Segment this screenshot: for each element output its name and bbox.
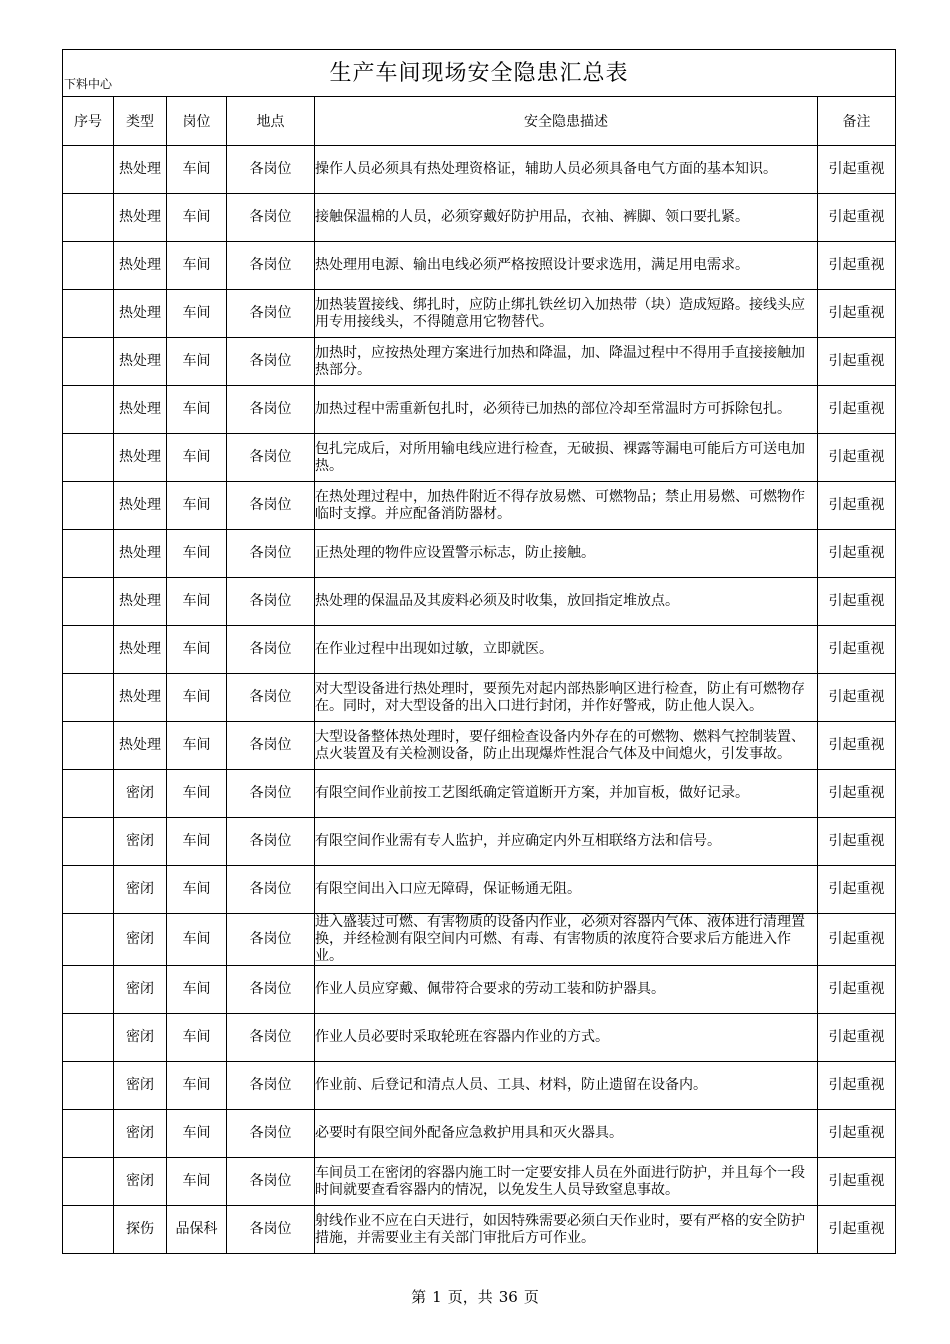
row-description-cell: 加热装置接线、绑扎时，应防止绑扎铁丝切入加热带（块）造成短路。接线头应用专用接线头，不得随意用它物替代。	[315, 290, 818, 338]
row-index-cell	[63, 1062, 114, 1110]
column-header-location: 地点	[227, 97, 315, 146]
table-row	[63, 966, 896, 1014]
row-post-cell: 车间	[167, 578, 227, 626]
row-type-cell: 密闭	[114, 1062, 167, 1110]
row-type-cell: 热处理	[114, 722, 167, 770]
row-index-cell	[63, 770, 114, 818]
row-type-cell: 热处理	[114, 578, 167, 626]
row-description-cell: 热处理的保温品及其废料必须及时收集，放回指定堆放点。	[315, 578, 818, 626]
row-location-cell: 各岗位	[227, 770, 315, 818]
row-post-cell: 车间	[167, 770, 227, 818]
row-index-cell	[63, 818, 114, 866]
table-row	[63, 242, 896, 290]
row-index-cell	[63, 1206, 114, 1254]
row-index-cell	[63, 194, 114, 242]
row-remark-cell: 引起重视	[818, 1158, 896, 1206]
row-remark-cell: 引起重视	[818, 866, 896, 914]
row-index-cell	[63, 1110, 114, 1158]
table-row	[63, 722, 896, 770]
row-remark-cell: 引起重视	[818, 914, 896, 966]
row-location-cell: 各岗位	[227, 194, 315, 242]
row-remark-cell: 引起重视	[818, 1062, 896, 1110]
title-cell	[63, 50, 896, 97]
row-description-cell: 包扎完成后，对所用输电线应进行检查，无破损、裸露等漏电可能后方可送电加热。	[315, 434, 818, 482]
row-location-cell: 各岗位	[227, 290, 315, 338]
footer-page-number: 1	[432, 1288, 442, 1306]
row-post-cell: 车间	[167, 242, 227, 290]
footer-total-pages: 36	[498, 1288, 518, 1306]
table-row	[63, 338, 896, 386]
table-row	[63, 818, 896, 866]
table-row	[63, 770, 896, 818]
row-type-cell: 热处理	[114, 290, 167, 338]
row-remark-cell: 引起重视	[818, 290, 896, 338]
row-description-cell: 有限空间出入口应无障碍，保证畅通无阻。	[315, 866, 818, 914]
row-type-cell: 密闭	[114, 914, 167, 966]
table-row	[63, 386, 896, 434]
row-description-cell: 加热过程中需重新包扎时，必须待已加热的部位冷却至常温时方可拆除包扎。	[315, 386, 818, 434]
row-remark-cell: 引起重视	[818, 674, 896, 722]
row-index-cell	[63, 242, 114, 290]
row-location-cell: 各岗位	[227, 914, 315, 966]
row-remark-cell: 引起重视	[818, 1206, 896, 1254]
row-location-cell: 各岗位	[227, 338, 315, 386]
row-description-cell: 加热时，应按热处理方案进行加热和降温，加、降温过程中不得用手直接接触加热部分。	[315, 338, 818, 386]
row-type-cell: 热处理	[114, 146, 167, 194]
row-location-cell: 各岗位	[227, 818, 315, 866]
row-description-cell: 作业前、后登记和清点人员、工具、材料，防止遗留在设备内。	[315, 1062, 818, 1110]
column-header-row	[63, 97, 896, 146]
row-index-cell	[63, 434, 114, 482]
row-index-cell	[63, 1014, 114, 1062]
table-row	[63, 626, 896, 674]
row-location-cell: 各岗位	[227, 1062, 315, 1110]
row-description-cell: 车间员工在密闭的容器内施工时一定要安排人员在外面进行防护，并且每个一段时间就要查看容器内的情况，以免发生人员导致窒息事故。	[315, 1158, 818, 1206]
table-row	[63, 578, 896, 626]
row-post-cell: 车间	[167, 722, 227, 770]
table-row	[63, 674, 896, 722]
row-location-cell: 各岗位	[227, 146, 315, 194]
table-row	[63, 1014, 896, 1062]
row-location-cell: 各岗位	[227, 966, 315, 1014]
table-row	[63, 866, 896, 914]
row-description-cell: 在热处理过程中，加热件附近不得存放易燃、可燃物品；禁止用易燃、可燃物作临时支撑。并应配备消防器材。	[315, 482, 818, 530]
row-index-cell	[63, 722, 114, 770]
row-type-cell: 密闭	[114, 770, 167, 818]
row-remark-cell: 引起重视	[818, 482, 896, 530]
row-location-cell: 各岗位	[227, 1158, 315, 1206]
row-description-cell: 操作人员必须具有热处理资格证，辅助人员必须具备电气方面的基本知识。	[315, 146, 818, 194]
row-description-cell: 正热处理的物件应设置警示标志，防止接触。	[315, 530, 818, 578]
row-description-cell: 对大型设备进行热处理时，要预先对起内部热影响区进行检查，防止有可燃物存在。同时，对大型设备的出入口进行封闭，并作好警戒，防止他人误入。	[315, 674, 818, 722]
row-post-cell: 车间	[167, 386, 227, 434]
row-type-cell: 热处理	[114, 674, 167, 722]
row-post-cell: 品保科	[167, 1206, 227, 1254]
row-description-cell: 大型设备整体热处理时，要仔细检查设备内外存在的可燃物、燃料气控制装置、点火装置及有关检测设备，防止出现爆炸性混合气体及中间熄火，引发事故。	[315, 722, 818, 770]
row-index-cell	[63, 530, 114, 578]
row-post-cell: 车间	[167, 1062, 227, 1110]
row-description-cell: 热处理用电源、输出电线必须严格按照设计要求选用，满足用电需求。	[315, 242, 818, 290]
row-remark-cell: 引起重视	[818, 770, 896, 818]
row-type-cell: 密闭	[114, 966, 167, 1014]
row-location-cell: 各岗位	[227, 1110, 315, 1158]
table-row	[63, 434, 896, 482]
row-post-cell: 车间	[167, 966, 227, 1014]
column-header-type: 类型	[114, 97, 167, 146]
row-index-cell	[63, 482, 114, 530]
column-header-post: 岗位	[167, 97, 227, 146]
column-header-description: 安全隐患描述	[315, 97, 818, 146]
page-title: 生产车间现场安全隐患汇总表	[329, 61, 629, 86]
row-location-cell: 各岗位	[227, 626, 315, 674]
row-type-cell: 热处理	[114, 482, 167, 530]
row-description-cell: 作业人员应穿戴、佩带符合要求的劳动工装和防护器具。	[315, 966, 818, 1014]
row-location-cell: 各岗位	[227, 578, 315, 626]
row-remark-cell: 引起重视	[818, 578, 896, 626]
row-remark-cell: 引起重视	[818, 434, 896, 482]
row-type-cell: 密闭	[114, 1158, 167, 1206]
row-type-cell: 密闭	[114, 1014, 167, 1062]
column-header-index: 序号	[63, 97, 114, 146]
row-post-cell: 车间	[167, 194, 227, 242]
row-remark-cell: 引起重视	[818, 338, 896, 386]
table-row	[63, 146, 896, 194]
row-post-cell: 车间	[167, 866, 227, 914]
row-index-cell	[63, 386, 114, 434]
row-type-cell: 热处理	[114, 626, 167, 674]
row-type-cell: 热处理	[114, 338, 167, 386]
row-type-cell: 热处理	[114, 242, 167, 290]
column-header-remark: 备注	[818, 97, 896, 146]
row-index-cell	[63, 578, 114, 626]
row-location-cell: 各岗位	[227, 386, 315, 434]
department-label: 下料中心	[64, 77, 113, 91]
row-description-cell: 有限空间作业需有专人监护，并应确定内外互相联络方法和信号。	[315, 818, 818, 866]
row-type-cell: 密闭	[114, 1110, 167, 1158]
row-post-cell: 车间	[167, 1014, 227, 1062]
row-post-cell: 车间	[167, 1158, 227, 1206]
table-row	[63, 530, 896, 578]
row-type-cell: 热处理	[114, 386, 167, 434]
row-remark-cell: 引起重视	[818, 386, 896, 434]
row-remark-cell: 引起重视	[818, 966, 896, 1014]
row-index-cell	[63, 866, 114, 914]
row-location-cell: 各岗位	[227, 530, 315, 578]
table-row	[63, 1158, 896, 1206]
table-row	[63, 482, 896, 530]
footer-prefix: 第	[411, 1288, 427, 1306]
row-post-cell: 车间	[167, 626, 227, 674]
row-remark-cell: 引起重视	[818, 146, 896, 194]
row-description-cell: 在作业过程中出现如过敏，立即就医。	[315, 626, 818, 674]
table-row	[63, 914, 896, 966]
row-location-cell: 各岗位	[227, 722, 315, 770]
row-post-cell: 车间	[167, 818, 227, 866]
row-description-cell: 必要时有限空间外配备应急救护用具和灭火器具。	[315, 1110, 818, 1158]
footer-suffix: 页	[523, 1288, 539, 1306]
row-remark-cell: 引起重视	[818, 1110, 896, 1158]
row-remark-cell: 引起重视	[818, 722, 896, 770]
row-type-cell: 热处理	[114, 434, 167, 482]
footer-mid: 页，共	[447, 1288, 493, 1306]
row-type-cell: 密闭	[114, 818, 167, 866]
row-location-cell: 各岗位	[227, 674, 315, 722]
row-remark-cell: 引起重视	[818, 194, 896, 242]
table-row	[63, 1062, 896, 1110]
row-type-cell: 热处理	[114, 194, 167, 242]
row-post-cell: 车间	[167, 530, 227, 578]
row-description-cell: 作业人员必要时采取轮班在容器内作业的方式。	[315, 1014, 818, 1062]
row-post-cell: 车间	[167, 914, 227, 966]
row-index-cell	[63, 966, 114, 1014]
row-remark-cell: 引起重视	[818, 530, 896, 578]
table-row	[63, 1206, 896, 1254]
hazard-summary-table	[62, 49, 896, 1254]
row-index-cell	[63, 338, 114, 386]
row-location-cell: 各岗位	[227, 242, 315, 290]
row-description-cell: 射线作业不应在白天进行，如因特殊需要必须白天作业时，要有严格的安全防护措施，并需要业主有关部门审批后方可作业。	[315, 1206, 818, 1254]
row-index-cell	[63, 146, 114, 194]
row-remark-cell: 引起重视	[818, 818, 896, 866]
title-row	[63, 50, 896, 97]
row-post-cell: 车间	[167, 482, 227, 530]
row-post-cell: 车间	[167, 146, 227, 194]
row-post-cell: 车间	[167, 674, 227, 722]
row-post-cell: 车间	[167, 434, 227, 482]
row-post-cell: 车间	[167, 290, 227, 338]
row-location-cell: 各岗位	[227, 482, 315, 530]
row-location-cell: 各岗位	[227, 1014, 315, 1062]
table-row	[63, 290, 896, 338]
row-remark-cell: 引起重视	[818, 242, 896, 290]
row-remark-cell: 引起重视	[818, 1014, 896, 1062]
table-row	[63, 194, 896, 242]
row-type-cell: 热处理	[114, 530, 167, 578]
row-description-cell: 有限空间作业前按工艺图纸确定管道断开方案，并加盲板，做好记录。	[315, 770, 818, 818]
row-description-cell: 进入盛装过可燃、有害物质的设备内作业，必须对容器内气体、液体进行清理置换，并经检测有限空间内可燃、有毒、有害物质的浓度符合要求后方能进入作业。	[315, 914, 818, 966]
row-type-cell: 探伤	[114, 1206, 167, 1254]
row-index-cell	[63, 914, 114, 966]
row-location-cell: 各岗位	[227, 434, 315, 482]
row-location-cell: 各岗位	[227, 1206, 315, 1254]
row-index-cell	[63, 674, 114, 722]
row-type-cell: 密闭	[114, 866, 167, 914]
row-index-cell	[63, 626, 114, 674]
row-remark-cell: 引起重视	[818, 626, 896, 674]
row-description-cell: 接触保温棉的人员，必须穿戴好防护用品，衣袖、裤脚、领口要扎紧。	[315, 194, 818, 242]
table-row	[63, 1110, 896, 1158]
row-post-cell: 车间	[167, 1110, 227, 1158]
row-location-cell: 各岗位	[227, 866, 315, 914]
row-index-cell	[63, 1158, 114, 1206]
row-post-cell: 车间	[167, 338, 227, 386]
row-index-cell	[63, 290, 114, 338]
page-footer	[0, 1286, 950, 1307]
